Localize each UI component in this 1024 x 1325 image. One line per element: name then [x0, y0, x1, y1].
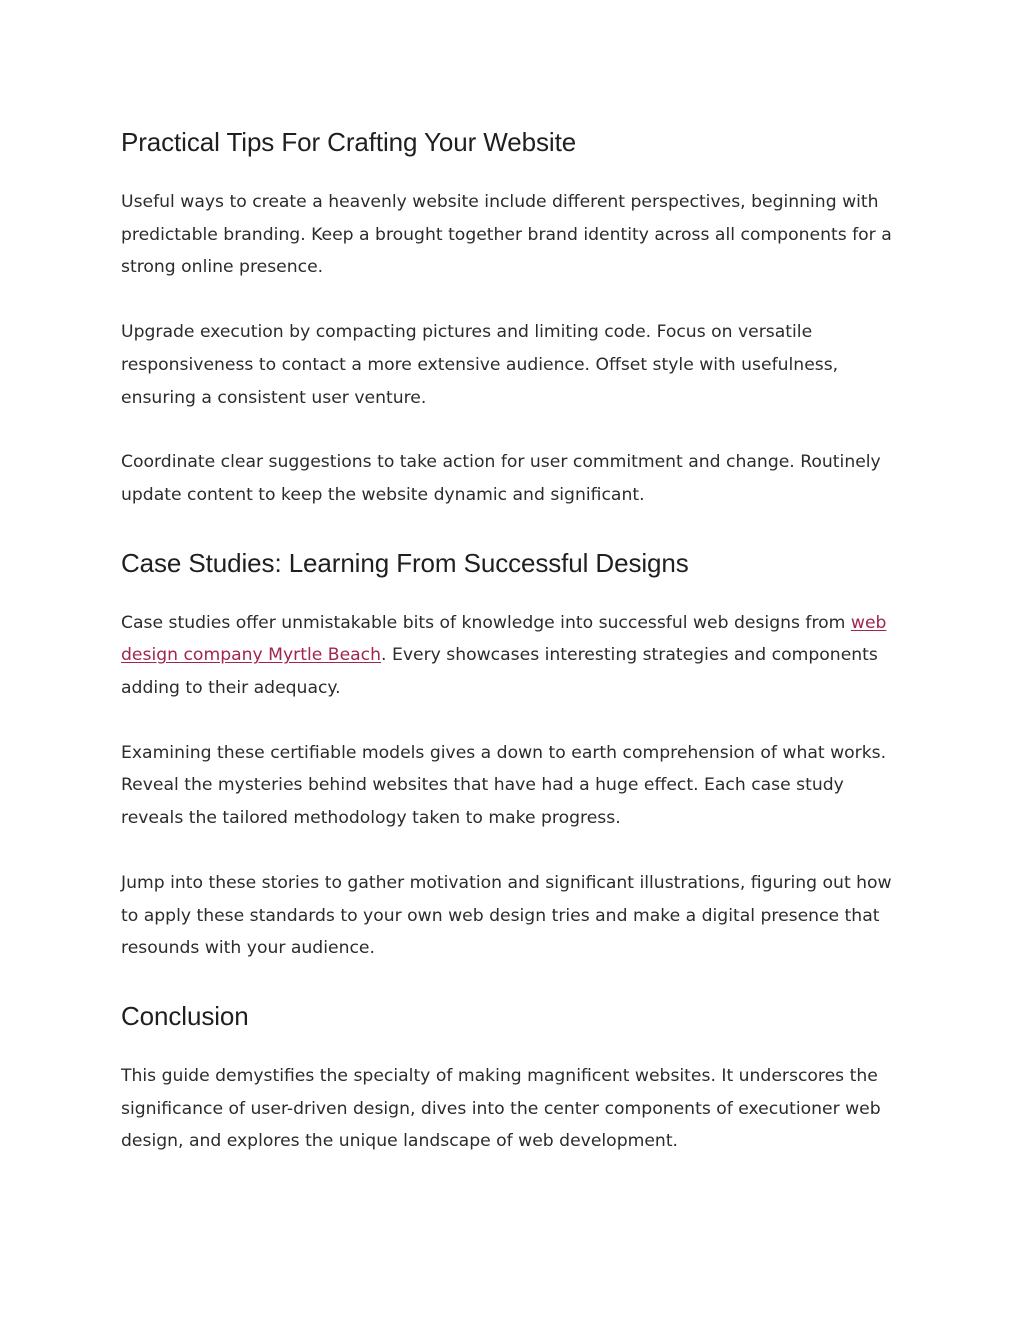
web-design-company-link[interactable]: web design company Myrtle Beach	[121, 612, 887, 666]
paragraph: Coordinate clear suggestions to take action for user commitment and change. Routinely update content to keep the website dynamic and significant.	[121, 452, 881, 505]
section-heading-conclusion: Conclusion	[121, 1000, 249, 1031]
document-page	[121, 123, 911, 1158]
section-heading-case-studies: Case Studies: Learning From Successful Designs	[121, 547, 689, 578]
paragraph: Jump into these stories to gather motivation and significant illustrations, figuring out how to apply these standards to your own web design tries and make a digital presence that resounds with your audience.	[121, 872, 892, 959]
paragraph-with-link	[121, 607, 911, 705]
paragraph-text-after-link: . Every showcases interesting strategies and components adding to their adequacy.	[121, 645, 878, 699]
paragraph: Examining these certifiable models gives a down to earth comprehension of what works. Reveal the mysteries behind websites that have had a huge effect. Each case study reveals the tailored methodology taken to make progress.	[121, 742, 887, 829]
paragraph: Useful ways to create a heavenly website include different perspectives, beginning with predictable branding. Keep a brought together brand identity across all components for a strong online presence.	[121, 192, 892, 278]
paragraph-text-before-link: Case studies offer unmistakable bits of knowledge into successful web designs from	[121, 612, 851, 633]
paragraph: Upgrade execution by compacting pictures and limiting code. Focus on versatile responsiveness to contact a more extensive audience. Offset style with usefulness, ensuring a consistent user venture.	[121, 322, 839, 408]
paragraph: This guide demystifies the specialty of making magnificent websites. It underscores the significance of user-driven design, dives into the center components of executioner web design, and explores the unique landscape of web development.	[121, 1065, 881, 1152]
section-heading-practical-tips: Practical Tips For Crafting Your Website	[121, 127, 577, 157]
